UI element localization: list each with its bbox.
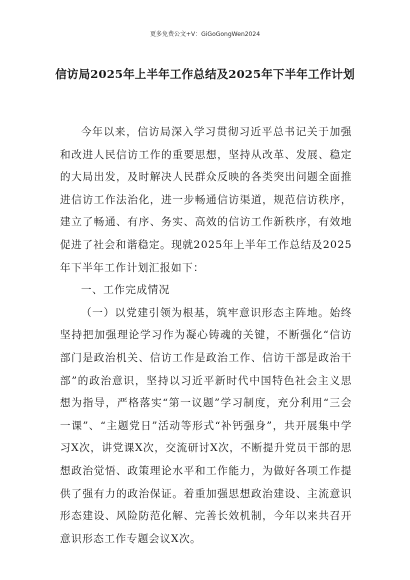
document-title: 信访局2025年上半年工作总结及2025年下半年工作计划 [55,67,355,81]
section-heading: 一、工作完成情况 [81,284,170,297]
document-body [60,121,352,550]
header-note: 更多免费公文+V：GiGoGongWen2024 [149,31,261,38]
paragraph-section-1: （一）以党建引领为根基，筑牢意识形态主阵地。始终坚持把加强理论学习作为凝心铸魂的关键，不断强化“信访部门是政治机关、信访工作是政治工作、信访干部是政治干部”的政治意识，坚持以习近平新时代中国特色社会主义思想为指导，严格落实“第一议题”学习制度，充分利用“三会一课”、“主题党日”活动等形式“补钙强身”，共开展集中学习X次，讲党课X次，交流研讨X次，不断提升党员干部的思想政治觉悟、政策理论水平和工作能力，为做好各项工作提供了强有力的政治保证。着重加强思想政治建设、主流意识形态建设、风险防范化解、完善长效机制，今年以来共召开意识形态工作专题会议X次。 [60,306,352,545]
paragraph-intro: 今年以来，信访局深入学习贯彻习近平总书记关于加强和改进人民信访工作的重要思想，坚持从改革、发展、稳定的大局出发，及时解决人民群众反映的各类突出问题全面推进信访工作法治化，进一步畅通信访渠道，规范信访秩序，建立了畅通、有序、务实、高效的信访工作新秩序，有效地促进了社会和谐稳定。现就2025年上半年工作总结及2025年下半年工作计划汇报如下： [60,126,352,274]
